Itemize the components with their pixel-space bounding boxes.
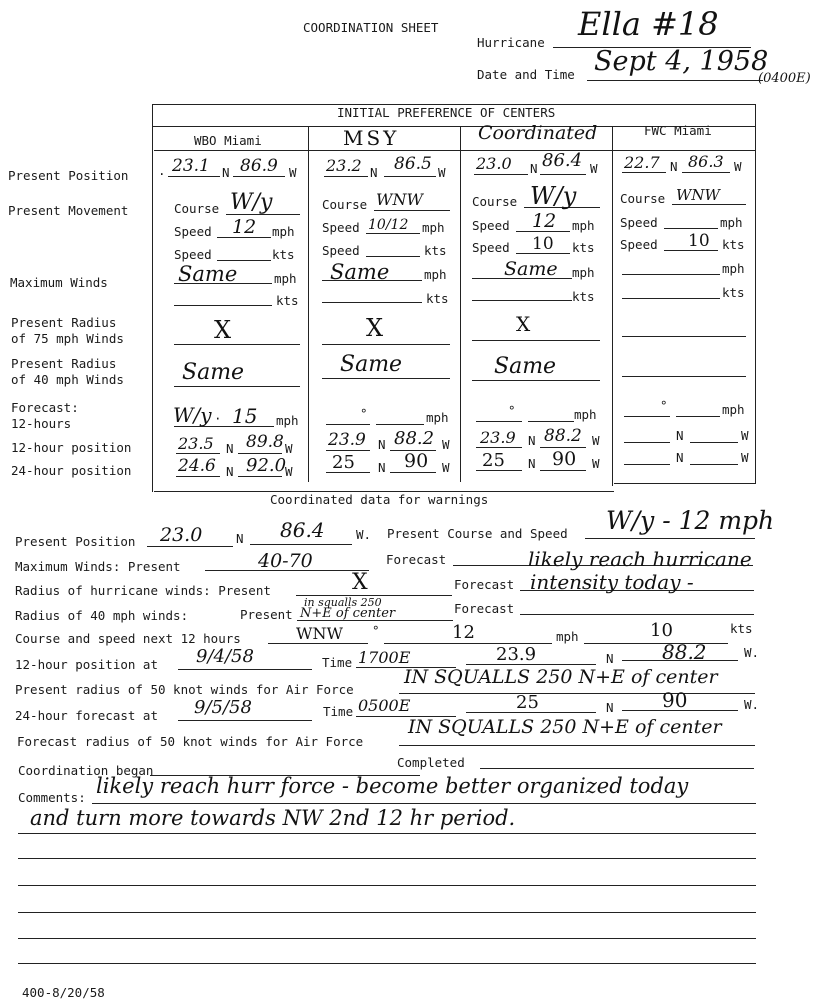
fc24-w-unit: W. xyxy=(744,697,760,712)
msy-r75: X xyxy=(366,314,384,342)
wbo-w-unit: W xyxy=(289,165,297,180)
coord-max-kts-unit: kts xyxy=(572,289,595,304)
fwc-course-line xyxy=(672,204,746,205)
msy-p24-w: 90 xyxy=(404,450,429,472)
coord-speed-label: Speed xyxy=(472,218,510,233)
msy-n-unit: N xyxy=(370,165,378,180)
fwc-fc-course-line xyxy=(624,416,670,417)
pos12-date: 9/4/58 xyxy=(196,646,254,667)
fwc-speed-kts-label: Speed xyxy=(620,237,658,252)
table-title: INITIAL PREFERENCE OF CENTERS xyxy=(337,105,556,120)
msy-p12-w: 88.2 xyxy=(394,428,435,449)
radius-hur-label: Radius of hurricane winds: Present xyxy=(15,583,271,598)
course12-value: WNW xyxy=(296,624,343,643)
course12-deg: ° xyxy=(372,623,380,638)
fwc-n-unit: N xyxy=(670,159,678,174)
msy-max-kts-unit: kts xyxy=(426,291,449,306)
wbo-max-kts-line xyxy=(174,305,272,306)
msy-p12-n-line xyxy=(326,450,370,451)
air50-line xyxy=(399,693,755,694)
forecast-value-2: intensity today - xyxy=(530,570,694,594)
row-label-forecast-a: Forecast: xyxy=(11,400,79,415)
wbo-r75: X xyxy=(214,316,232,344)
wbo-p12-n-unit: N xyxy=(226,441,234,456)
radius40-label: Radius of 40 mph winds: xyxy=(15,608,189,623)
pos12-time: 1700E xyxy=(358,648,411,667)
wbo-fc-speed: 15 xyxy=(232,404,258,428)
pos12-n: 23.9 xyxy=(496,644,537,665)
fwc-fc-mph-unit: mph xyxy=(722,402,745,417)
row-label-radius75-a: Present Radius xyxy=(11,315,117,330)
wbo-speed-label: Speed xyxy=(174,224,212,239)
fwc-pos-n-line xyxy=(622,172,666,173)
msy-course-label: Course xyxy=(322,197,368,212)
fwc-max-kts-line xyxy=(622,298,720,299)
radius-hur-value: X xyxy=(352,570,368,595)
pos12-w-unit: W. xyxy=(744,645,760,660)
air50-value: IN SQUALLS 250 N+E of center xyxy=(404,666,718,688)
table-bottom-border-right xyxy=(614,483,756,484)
wbo-fc-mph-unit: mph xyxy=(276,413,299,428)
col-header-msy: MSY xyxy=(343,126,400,150)
max-winds-label: Maximum Winds: Present xyxy=(15,559,181,574)
fwc-p12-w-line xyxy=(690,442,738,443)
fwc-fc-speed-line xyxy=(676,416,720,417)
blank-line-4 xyxy=(18,938,756,939)
coord-speed-mph: 12 xyxy=(532,210,557,232)
wbo-p12-w-unit: W xyxy=(285,441,293,456)
msy-speed-mph: 10/12 xyxy=(368,217,409,233)
course12-line xyxy=(268,643,368,644)
coord-course: W/y xyxy=(530,182,577,210)
wbo-fc-dot: · xyxy=(214,411,222,426)
wbo-p24-w: 92.0 xyxy=(246,455,287,476)
pos12-date-line xyxy=(178,669,312,670)
coord-p12-w-unit: W xyxy=(592,433,600,448)
coord-course-label: Course xyxy=(472,194,518,209)
coord-p12-n: 23.9 xyxy=(480,428,516,447)
wbo-r75-line xyxy=(174,344,300,345)
comment-text-2: and turn more towards NW 2nd 12 hr period. xyxy=(30,806,516,830)
msy-p24-w-unit: W xyxy=(442,460,450,475)
fwc-w-unit: W xyxy=(734,159,742,174)
coord-pos-w-line xyxy=(540,174,586,175)
wbo-fc-course: W/y xyxy=(173,403,212,427)
coord-r40-line xyxy=(472,380,600,381)
coord-speed-mph-unit: mph xyxy=(572,218,595,233)
coord-fc-course-line xyxy=(476,421,522,422)
fwc-course-label: Course xyxy=(620,191,666,206)
msy-p12-n-unit: N xyxy=(378,437,386,452)
fwc-max-kts-unit: kts xyxy=(722,285,745,300)
msy-p24-n-unit: N xyxy=(378,460,386,475)
radius40-forecast-label: Forecast xyxy=(454,601,515,616)
msy-fc-mph-unit: mph xyxy=(426,410,449,425)
hurricane-value: Ella #18 xyxy=(578,5,719,43)
wbo-max-mph-unit: mph xyxy=(274,271,297,286)
radius-hur-forecast-label: Forecast xyxy=(454,577,515,592)
msy-pos-n-line xyxy=(324,176,368,177)
comment-line-2 xyxy=(18,833,756,834)
msy-max-mph-unit: mph xyxy=(424,267,447,282)
msy-fc-deg: ° xyxy=(360,406,368,421)
course12-kts: 10 xyxy=(650,620,673,641)
fc50-line xyxy=(399,745,755,746)
present-pos-n-unit: N xyxy=(236,531,244,546)
coord-w-unit: W xyxy=(590,161,598,176)
coord-p24-w-line xyxy=(540,470,586,471)
fc24-date: 9/5/58 xyxy=(194,697,252,718)
fc50-value: IN SQUALLS 250 N+E of center xyxy=(408,716,722,738)
wbo-n-unit: N xyxy=(222,165,230,180)
coord-r40: Same xyxy=(494,354,557,379)
fc50-label: Forecast radius of 50 knot winds for Air Force xyxy=(17,734,364,749)
date-underline xyxy=(587,80,763,81)
course12-mph-unit: mph xyxy=(556,629,579,644)
wbo-p24-w-unit: W xyxy=(285,464,293,479)
fwc-pos-n: 22.7 xyxy=(624,153,660,172)
msy-p24-w-line xyxy=(390,472,436,473)
fwc-speed-kts-unit: kts xyxy=(722,237,745,252)
forecast-label: Forecast xyxy=(386,552,447,567)
fwc-speed-kts: 10 xyxy=(688,231,710,251)
wbo-p12-n: 23.5 xyxy=(178,434,214,453)
fwc-speed-label: Speed xyxy=(620,215,658,230)
row-label-maximum-winds: Maximum Winds xyxy=(10,275,108,290)
present-pos-n: 23.0 xyxy=(160,524,203,546)
row-label-12hr-position: 12-hour position xyxy=(11,440,132,455)
msy-pos-w: 86.5 xyxy=(394,154,432,174)
wbo-speed-mph: 12 xyxy=(232,216,257,238)
pos12-w: 88.2 xyxy=(662,640,707,664)
coord-pos-n-line xyxy=(474,174,528,175)
msy-max-winds: Same xyxy=(330,260,390,284)
fwc-speed-mph-unit: mph xyxy=(720,215,743,230)
coord-began-label: Coordination began xyxy=(18,763,154,778)
wbo-p12-n-line xyxy=(176,453,220,454)
coord-p24-n-unit: N xyxy=(528,456,536,471)
msy-p12-w-unit: W xyxy=(442,437,450,452)
wbo-pos-n-line xyxy=(168,176,220,177)
coord-pos-n: 23.0 xyxy=(476,154,512,173)
coord-max-kts-line xyxy=(472,300,572,301)
hurricane-label: Hurricane xyxy=(477,35,545,50)
table-col-divider-2 xyxy=(460,126,461,482)
fwc-pos-w-line xyxy=(682,172,730,173)
radius40-present-label: Present xyxy=(240,607,293,622)
row-label-present-position: Present Position xyxy=(8,168,129,183)
forecast-value-1: likely reach hurricane xyxy=(528,547,752,571)
table-header-divider xyxy=(154,150,756,151)
wbo-r40: Same xyxy=(182,360,245,385)
coord-fc-speed-line xyxy=(528,421,574,422)
row-label-radius40-a: Present Radius xyxy=(11,356,117,371)
wbo-max-kts-unit: kts xyxy=(276,293,299,308)
msy-r40-line xyxy=(322,378,450,379)
fwc-pos-w: 86.3 xyxy=(688,152,724,171)
wbo-course-label: Course xyxy=(174,201,220,216)
blank-line-1 xyxy=(18,858,756,859)
col-header-coordinated: Coordinated xyxy=(478,122,598,144)
col-header-fwc: FWC Miami xyxy=(644,123,712,138)
msy-speed-label: Speed xyxy=(322,220,360,235)
wbo-p12-w: 89.8 xyxy=(246,432,284,452)
present-pos-n-line xyxy=(147,546,233,547)
wbo-course: W/y xyxy=(230,190,273,215)
msy-p12-n: 23.9 xyxy=(328,430,366,450)
coord-n-unit: N xyxy=(530,161,538,176)
row-label-radius75-b: of 75 mph Winds xyxy=(11,331,124,346)
msy-speed-line xyxy=(366,233,420,234)
wbo-p12-w-line xyxy=(238,453,282,454)
fwc-p12-n-line xyxy=(624,442,670,443)
row-label-24hr-position: 24-hour position xyxy=(11,463,132,478)
coord-p12-n-unit: N xyxy=(528,433,536,448)
msy-max-kts-line xyxy=(322,302,422,303)
wbo-p24-w-line xyxy=(238,476,282,477)
coord-speed-kts: 10 xyxy=(532,234,554,254)
course12-label: Course and speed next 12 hours xyxy=(15,631,241,646)
msy-course: WNW xyxy=(376,190,423,209)
wbo-pos-w: 86.9 xyxy=(240,156,278,176)
fwc-r75-line xyxy=(622,336,746,337)
coord-p12-w: 88.2 xyxy=(544,426,582,446)
fwc-max-mph-unit: mph xyxy=(722,261,745,276)
wbo-pos-n: 23.1 xyxy=(172,156,210,176)
wbo-p24-n-unit: N xyxy=(226,464,234,479)
pos12-n-unit: N xyxy=(606,651,614,666)
form-title: COORDINATION SHEET xyxy=(303,20,439,35)
row-label-forecast-b: 12-hours xyxy=(11,416,72,431)
fwc-p24-w-line xyxy=(690,464,738,465)
date-label: Date and Time xyxy=(477,67,575,82)
comment-text-1: likely reach hurr force - become better organized today xyxy=(96,774,689,798)
time-value: (0400E) xyxy=(758,71,811,86)
coord-p12-n-line xyxy=(476,447,522,448)
msy-pos-n: 23.2 xyxy=(326,156,362,175)
fwc-p12-n-unit: N xyxy=(676,428,684,443)
comment-line-1 xyxy=(92,803,756,804)
table-col-divider-3 xyxy=(612,126,613,486)
max-winds-value: 40-70 xyxy=(258,550,313,572)
blank-line-5 xyxy=(18,963,756,964)
msy-speed-kts-label: Speed xyxy=(322,243,360,258)
table-col-divider-1 xyxy=(308,126,309,482)
fwc-p24-w-unit: W xyxy=(741,450,749,465)
row-label-radius40-b: of 40 mph Winds xyxy=(11,372,124,387)
coord-r75: X xyxy=(516,312,531,336)
coord-p24-n: 25 xyxy=(482,450,505,471)
completed-line xyxy=(480,768,754,769)
msy-fc-course-line xyxy=(326,424,370,425)
coord-pos-w: 86.4 xyxy=(542,150,583,171)
radius40-forecast-line xyxy=(520,614,754,615)
fwc-max-mph-line xyxy=(622,274,720,275)
warnings-title: Coordinated data for warnings xyxy=(270,492,489,507)
fwc-p12-w-unit: W xyxy=(741,428,749,443)
wbo-p24-n: 24.6 xyxy=(178,456,216,476)
radius40-value-1: in squalls 250 xyxy=(304,596,382,609)
pos12-time-label: Time xyxy=(322,655,353,670)
msy-p24-n: 25 xyxy=(332,452,355,473)
course12-speed: 12 xyxy=(452,622,475,643)
coord-r75-line xyxy=(472,340,600,341)
msy-fc-speed-line xyxy=(376,424,424,425)
table-left-border xyxy=(152,104,153,492)
wbo-speed-kts-label: Speed xyxy=(174,247,212,262)
wbo-speed-mph-unit: mph xyxy=(272,224,295,239)
wbo-pos-w-line xyxy=(233,176,285,177)
coord-max-winds: Same xyxy=(504,258,558,280)
fwc-course: WNW xyxy=(676,186,720,204)
msy-speed-kts-line xyxy=(366,256,420,257)
coord-speed-kts-label: Speed xyxy=(472,240,510,255)
fc24-n-unit: N xyxy=(606,700,614,715)
course-speed-label: Present Course and Speed xyxy=(387,526,568,541)
msy-pos-w-line xyxy=(384,176,436,177)
msy-speed-mph-unit: mph xyxy=(422,220,445,235)
fwc-p24-n-unit: N xyxy=(676,450,684,465)
course-speed-line xyxy=(585,538,755,539)
table-right-border xyxy=(755,104,756,484)
msy-r40: Same xyxy=(340,352,403,377)
fc24-time-label: Time xyxy=(323,704,354,719)
coord-fc-mph-unit: mph xyxy=(574,407,597,422)
fc24-label: 24-hour forecast at xyxy=(15,708,158,723)
msy-speed-kts-unit: kts xyxy=(424,243,447,258)
radius40-value-2: N+E of center xyxy=(300,606,396,621)
form-number: 400-8/20/58 xyxy=(22,985,105,1000)
wbo-max-winds: Same xyxy=(178,262,238,286)
coord-max-mph-unit: mph xyxy=(572,265,595,280)
completed-label: Completed xyxy=(397,755,465,770)
fwc-p24-n-line xyxy=(624,464,670,465)
row-label-present-movement: Present Movement xyxy=(8,203,129,218)
fwc-speed-line xyxy=(664,228,718,229)
wbo-r40-line xyxy=(174,386,300,387)
present-pos-w-line xyxy=(250,544,352,545)
fc24-n: 25 xyxy=(516,692,539,713)
blank-line-2 xyxy=(18,885,756,886)
coord-p24-w-unit: W xyxy=(592,456,600,471)
course12-kts-unit: kts xyxy=(730,621,753,636)
col-header-wbo: WBO Miami xyxy=(194,133,262,148)
fc24-time: 0500E xyxy=(358,696,411,715)
coord-speed-kts-unit: kts xyxy=(572,240,595,255)
date-value: Sept 4, 1958 xyxy=(594,46,769,77)
blank-line-3 xyxy=(18,912,756,913)
fwc-r40-line xyxy=(622,376,746,377)
pos12-label: 12-hour position at xyxy=(15,657,158,672)
coord-fc-deg: ° xyxy=(508,403,516,418)
present-pos-w: 86.4 xyxy=(280,518,325,542)
present-pos-w-unit: W. xyxy=(356,527,372,542)
wbo-speed-kts-unit: kts xyxy=(272,247,295,262)
fc24-w: 90 xyxy=(662,688,688,712)
coord-p24-w: 90 xyxy=(552,448,577,470)
msy-course-line xyxy=(374,210,450,211)
msy-r75-line xyxy=(322,344,450,345)
air50-label: Present radius of 50 knot winds for Air Force xyxy=(15,682,354,697)
wbo-speed-kts-line xyxy=(217,260,271,261)
fwc-fc-deg: ° xyxy=(660,398,668,413)
course-speed-value: W/y - 12 mph xyxy=(606,506,775,535)
wbo-p24-n-line xyxy=(176,476,220,477)
present-position-label: Present Position xyxy=(15,534,136,549)
msy-w-unit: W xyxy=(438,165,446,180)
comments-label: Comments: xyxy=(18,790,86,805)
wbo-dot: . xyxy=(158,163,166,178)
fc24-date-line xyxy=(178,720,312,721)
